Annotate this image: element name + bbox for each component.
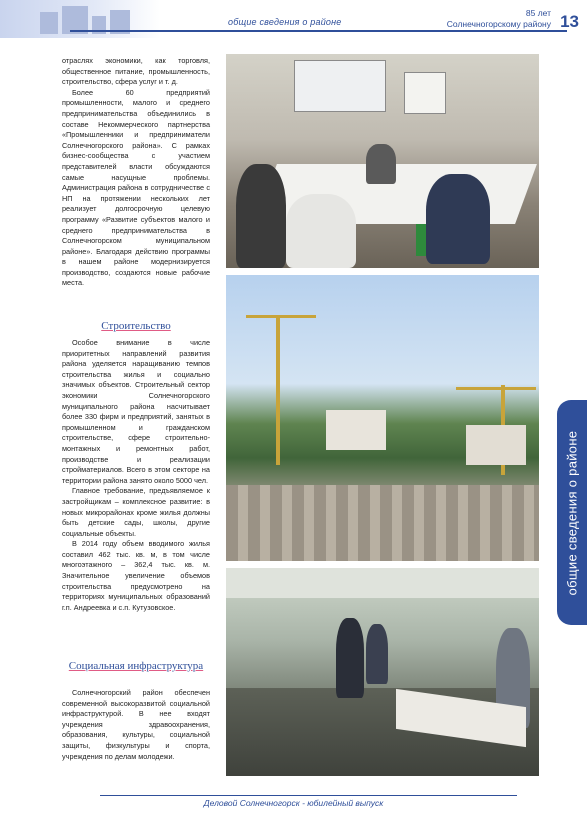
text-block-1: [62, 56, 210, 289]
photo-meeting: [226, 54, 539, 268]
footer-title: Деловой Солнечногорск - юбилейный выпуск: [203, 798, 384, 808]
footer-rule: [100, 795, 517, 796]
anniversary-subtitle: Солнечногорскому району: [446, 19, 551, 29]
section-side-tab: [557, 400, 587, 625]
section-label: общие сведения о районе: [228, 17, 342, 27]
header-rule: [70, 30, 567, 32]
text-block-3: [62, 688, 210, 762]
text-block-2: [62, 338, 210, 613]
page-number: 13: [560, 12, 579, 31]
paragraph: Более 60 предприятий промышленности, малого и среднего предпринимательства объединились в составе Некоммерческого партнерства «Промышленники и предприниматели Солнечногорского района». С рамках бизнес-сообщества с участием представителей власти обсуждаются самые насущные проблемы. Администрация района в сотрудничестве с НП на протяжении нескольких лет реализует долгосрочную целевую программу «Развитие субъектов малого и среднего предпринимательства в Солнечногорском муниципальном районе». Благодаря действию программы в нашем районе модернизируется производство, создаются новые рабочие места.: [62, 87, 210, 288]
header-buildings-graphic: [0, 0, 160, 38]
heading-construction: Строительство: [101, 320, 171, 332]
paragraph: отраслях экономики, как торговля, общественное питание, промышленность, строительство, сфера услуг и т. д.: [62, 56, 210, 87]
anniversary-years: 85 лет: [525, 8, 551, 18]
anniversary-label: [447, 8, 551, 30]
photo-construction-site: [226, 275, 539, 561]
paragraph: Особое внимание в числе приоритетных направлений развития района уделяется наращиванию темпов строительства жилья и социально значимых объектов. Строительный сектор экономики Солнечногорского муниципального района насчитывает более 330 фирм и предприятий, занятых в промышленном и гражданском строительстве, сфере строительно-монтажных и ремонтных работ, производстве и реализации стройматериалов. Всего в этом секторе на территории района занято около 5000 чел.: [62, 338, 210, 485]
photo-factory-visit: [226, 568, 539, 776]
heading-social-infrastructure: Социальная инфраструктура: [68, 660, 204, 672]
page-header: [0, 0, 587, 40]
paragraph: Солнечногорский район обеспечен современной высокоразвитой социальной инфраструктурой. В нее входят учреждения здравоохранения, образования, культуры, социальной защиты, физкультуры и спорта, учреждения по делам молодежи.: [62, 688, 210, 761]
paragraph: Главное требование, предъявляемое к застройщикам – комплексное развитие: в новых микрорайонах кроме жилья должны быть детские сады, школы, другие социальные объекты.: [62, 486, 210, 538]
side-tab-label: общие сведения о районе: [564, 430, 580, 595]
paragraph: В 2014 году объем вводимого жилья составил 462 тыс. кв. м, в том числе многоэтажного – 362,4 тыс. кв. м. Значительное увеличение объемов строительства предусмотрено на территориях муниципальных образований г.п. Андреевка и с.п. Кутузовское.: [62, 539, 210, 612]
